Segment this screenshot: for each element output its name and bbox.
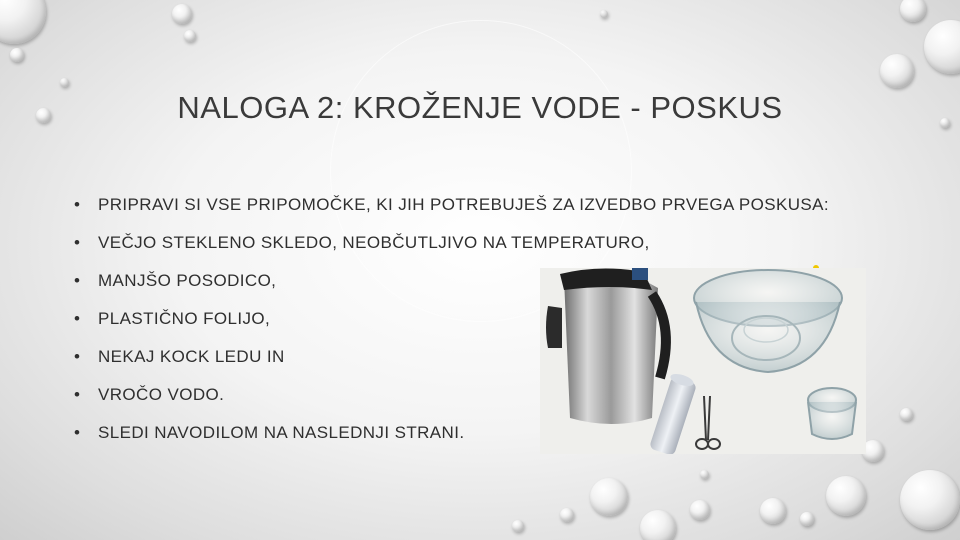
water-drop <box>60 78 69 87</box>
water-drop <box>0 0 46 44</box>
water-drop <box>10 48 24 62</box>
materials-photo <box>540 268 866 454</box>
water-drop <box>924 20 960 74</box>
list-item: • VEČJO STEKLENO SKLEDO, NEOBČUTLJIVO NA TEMPERATURO, <box>74 228 834 257</box>
water-drop <box>640 510 676 540</box>
list-item: • MANJŠO POSODICO, <box>74 266 834 295</box>
water-drop <box>590 478 628 516</box>
water-drop <box>826 476 866 516</box>
water-drop <box>900 0 926 22</box>
water-drop <box>900 408 913 421</box>
water-drop <box>700 470 709 479</box>
list-item: • NEKAJ KOCK LEDU IN <box>74 342 834 371</box>
list-item: • SLEDI NAVODILOM NA NASLEDNJI STRANI. <box>74 418 834 447</box>
bullet-icon: • <box>74 423 81 442</box>
water-drop <box>184 30 196 42</box>
bullet-icon: • <box>74 309 81 328</box>
water-drop <box>760 498 786 524</box>
list-item: • PRIPRAVI SI VSE PRIPOMOČKE, KI JIH POTREBUJEŠ ZA IZVEDBO PRVEGA POSKUSA: <box>74 190 834 219</box>
water-drop <box>900 470 960 530</box>
materials-illustration <box>540 268 866 454</box>
water-drop <box>172 4 192 24</box>
list-item: • PLASTIČNO FOLIJO, <box>74 304 834 333</box>
water-drop <box>690 500 710 520</box>
slide-title: NALOGA 2: KROŽENJE VODE - POSKUS <box>177 90 783 125</box>
water-drop <box>560 508 574 522</box>
bullet-icon: • <box>74 385 81 404</box>
bullet-icon: • <box>74 195 81 214</box>
water-drop <box>600 10 608 18</box>
list-item: • VROČO VODO. <box>74 380 834 409</box>
bullet-icon: • <box>74 233 81 252</box>
bullet-icon: • <box>74 347 81 366</box>
water-drop <box>512 520 524 532</box>
water-drop <box>800 512 814 526</box>
small-glass-icon <box>808 388 856 439</box>
water-drop <box>880 54 914 88</box>
bullet-icon: • <box>74 271 81 290</box>
